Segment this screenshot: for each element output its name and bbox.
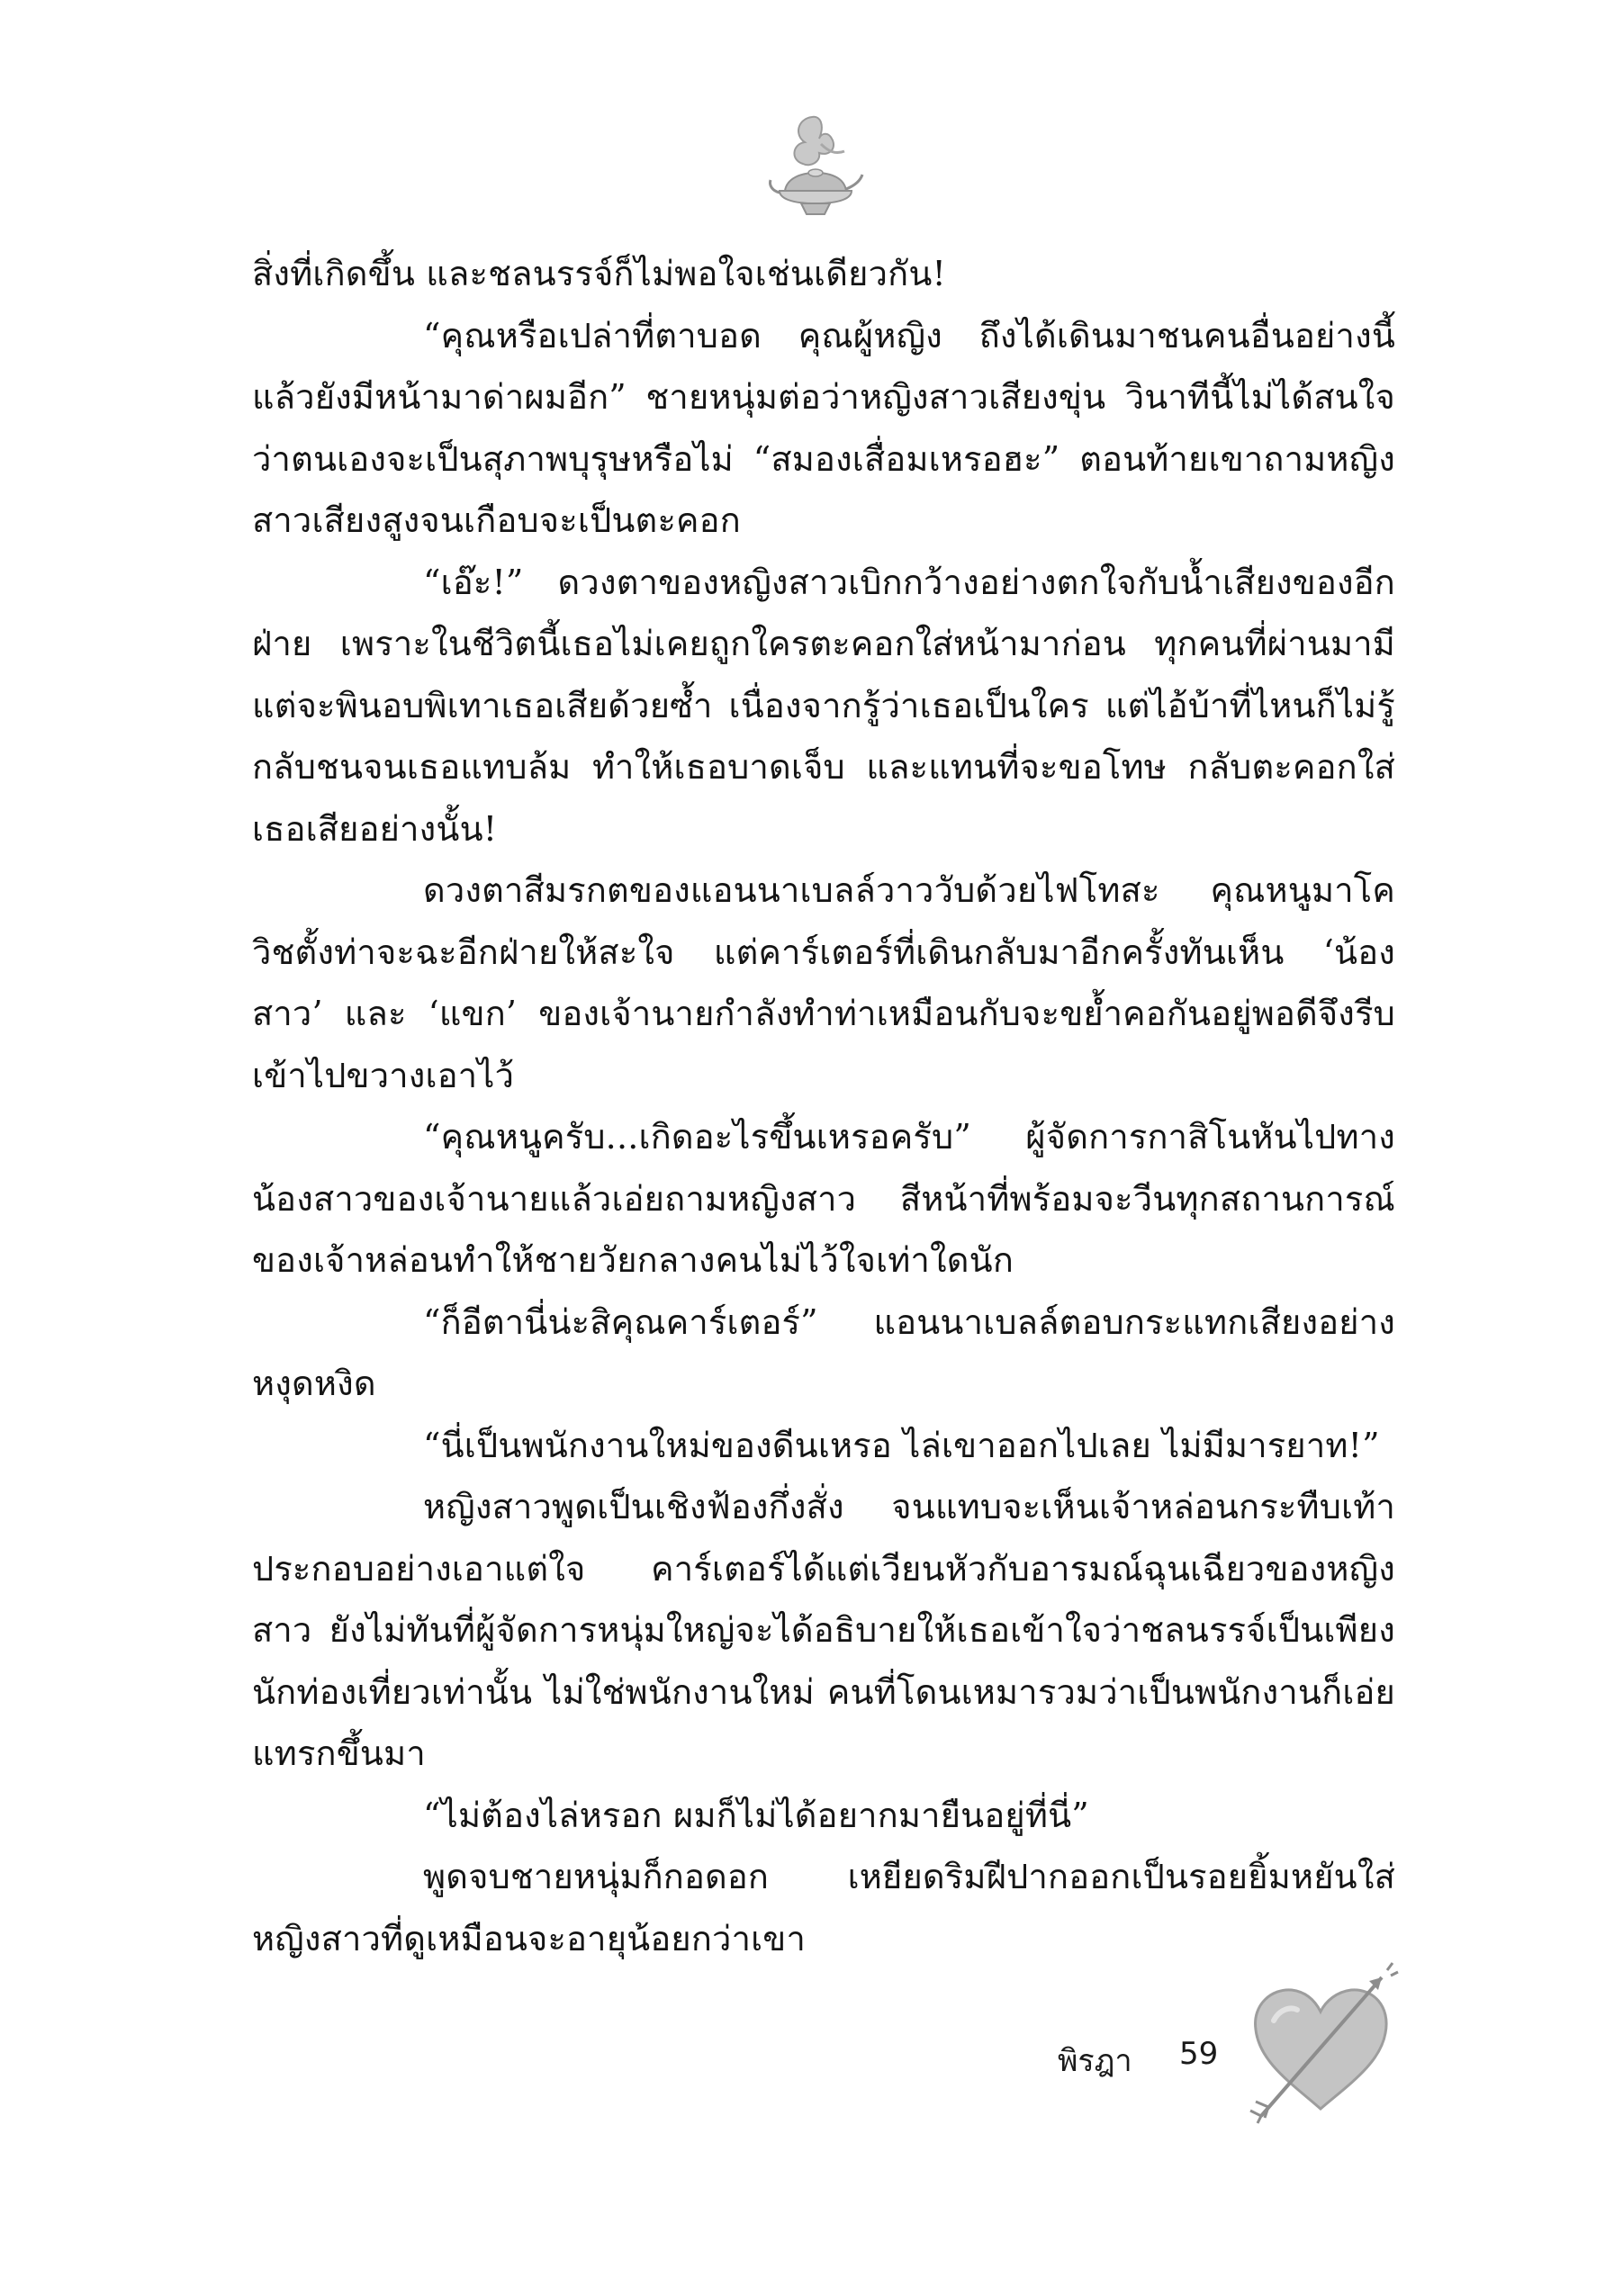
page-number: 59	[1179, 2036, 1219, 2072]
paragraph: “นี่เป็นพนักงานใหม่ของดีนเหรอ ไล่เขาออกไปเลย ไม่มีมารยาท!”	[423, 1425, 1380, 1465]
paragraph: หญิงสาวพูดเป็นเชิงฟ้องกึ่งสั่ง จนแทบจะเห็นเจ้าหล่อนกระทืบเท้าประกอบอย่างเอาแต่ใจ คาร์เตอร์ได้แต่เวียนหัวกับอารมณ์ฉุนเฉียวของหญิงสาว ยังไม่ทันที่ผู้จัดการหนุ่มใหญ่จะได้อธิบายให้เธอเข้าใจว่าชลนรรจ์เป็นเพียงนักท่องเที่ยวเท่านั้น ไม่ใช่พนักงานใหม่ คนที่โดนเหมารวมว่าเป็นพนักงานก็เอ่ยแทรกขึ้นมา	[252, 1487, 1395, 1773]
paragraph: “คุณหนูครับ...เกิดอะไรขึ้นเหรอครับ” ผู้จัดการกาสิโนหันไปทางน้องสาวของเจ้านายแล้วเอ่ยถามหญิงสาว สีหน้าที่พร้อมจะวีนทุกสถานการณ์ของเจ้าหล่อนทำให้ชายวัยกลางคนไม่ไว้ใจเท่าใดนัก	[252, 1117, 1395, 1280]
paragraph: พูดจบชายหนุ่มก็กอดอก เหยียดริมฝีปากออกเป็นรอยยิ้มหยันใส่หญิงสาวที่ดูเหมือนจะอายุน้อยกว่าเขา	[252, 1857, 1395, 1958]
author-name: พิรฎา	[1058, 2043, 1132, 2079]
paragraph: “ก็อีตานี่น่ะสิคุณคาร์เตอร์” แอนนาเบลล์ตอบกระแทกเสียงอย่างหงุดหงิด	[252, 1301, 1395, 1403]
body-text	[252, 243, 1395, 1969]
paragraph: สิ่งที่เกิดขึ้น และชลนรรจ์ก็ไม่พอใจเช่นเดียวกัน!	[252, 254, 946, 293]
paragraph: “ไม่ต้องไล่หรอก ผมก็ไม่ได้อยากมายืนอยู่ที่นี่”	[423, 1795, 1089, 1835]
genie-lamp-icon	[765, 108, 864, 225]
paragraph: “เอ๊ะ!” ดวงตาของหญิงสาวเบิกกว้างอย่างตกใจกับน้ำเสียงของอีกฝ่าย เพราะในชีวิตนี้เธอไม่เคยถูกใครตะคอกใส่หน้ามาก่อน ทุกคนที่ผ่านมามีแต่จะพินอบพิเทาเธอเสียด้วยซ้ำ เนื่องจากรู้ว่าเธอเป็นใคร แต่ไอ้บ้าที่ไหนก็ไม่รู้กลับชนจนเธอแทบล้ม ทำให้เธอบาดเจ็บ และแทนที่จะขอโทษ กลับตะคอกใส่เธอเสียอย่างนั้น!	[252, 562, 1395, 849]
paragraph: “คุณหรือเปล่าที่ตาบอด คุณผู้หญิง ถึงได้เดินมาชนคนอื่นอย่างนี้ แล้วยังมีหน้ามาด่าผมอีก” ชายหนุ่มต่อว่าหญิงสาวเสียงขุ่น วินาทีนี้ไม่ได้สนใจว่าตนเองจะเป็นสุภาพบุรุษหรือไม่ “สมองเสื่อมเหรอฮะ” ตอนท้ายเขาถามหญิงสาวเสียงสูงจนเกือบจะเป็นตะคอก	[252, 315, 1395, 540]
heart-arrow-icon	[1238, 1958, 1400, 2124]
paragraph: ดวงตาสีมรกตของแอนนาเบลล์วาววับด้วยไฟโทสะ คุณหนูมาโควิชตั้งท่าจะฉะอีกฝ่ายให้สะใจ แต่คาร์เตอร์ที่เดินกลับมาอีกครั้งทันเห็น ‘น้องสาว’ และ ‘แขก’ ของเจ้านายกำลังทำท่าเหมือนกับจะขย้ำคอกันอยู่พอดีจึงรีบเข้าไปขวางเอาไว้	[252, 870, 1395, 1095]
